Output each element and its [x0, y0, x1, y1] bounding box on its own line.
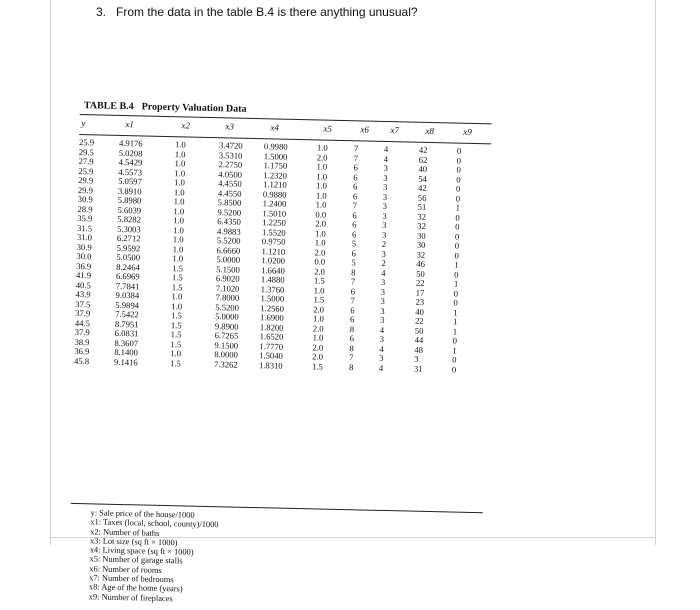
table-cell: 1.3760: [260, 283, 285, 295]
table-cell: 1.5520: [261, 226, 286, 238]
legend-item: x8: Age of the home (years): [88, 582, 183, 594]
table-cell: 5: [351, 257, 356, 268]
column-header: x3: [225, 121, 235, 132]
table-cell: 3: [382, 219, 387, 230]
table-cell: 1.0: [316, 170, 328, 182]
table-cell: 4.0500: [218, 168, 243, 180]
table-cell: 0.0: [314, 256, 326, 267]
table-cell: 42: [418, 144, 428, 155]
table-cell: 1.0: [170, 348, 182, 359]
table-cell: 1.0: [174, 148, 186, 159]
page-border-right: [655, 0, 656, 545]
table-cell: 6: [349, 333, 355, 344]
table-cell: 3: [380, 286, 386, 297]
table-cell: 4: [383, 143, 389, 155]
table-cell: 7.1020: [215, 282, 240, 294]
table-cell: 1.0: [313, 284, 325, 296]
table-cell: 1.2560: [260, 302, 285, 314]
table-cell: 8: [348, 361, 354, 372]
table-cell: 8.0000: [214, 349, 239, 360]
legend-item: y: Sale price of the house/1000: [90, 508, 195, 520]
table-cell: 0: [454, 269, 459, 280]
table-cell: 1.0: [312, 313, 324, 324]
table-cell: 1.5: [172, 262, 184, 273]
table-cell: 5.0500: [116, 251, 141, 263]
table-cell: 1.5: [169, 357, 181, 368]
table-cell: 7: [353, 143, 359, 154]
table-cell: 5.0000: [216, 254, 241, 265]
table-cell: 6: [353, 181, 358, 192]
table-cell: 1.5: [313, 275, 325, 286]
table-cell: 37.9: [74, 326, 90, 338]
table-cell: 1.8200: [259, 321, 284, 333]
table-cell: 3: [383, 162, 388, 174]
table-cell: 1.0: [312, 332, 324, 343]
table-cell: 6: [351, 247, 357, 258]
table-cell: 22: [414, 315, 424, 326]
legend-item: x1: Taxes (local, school, county)/1000: [90, 517, 219, 530]
table-cell: 7: [353, 152, 359, 163]
table-cell: 4: [383, 153, 389, 164]
table-cell: 1.6900: [260, 312, 284, 323]
table-cell: 36.9: [76, 260, 92, 271]
table-cell: 6: [352, 209, 357, 220]
table-cell: 6.6969: [115, 270, 140, 282]
table-cell: 3: [380, 276, 386, 287]
table-cell: 8: [349, 342, 354, 353]
table-cell: 1.2250: [262, 217, 287, 228]
table-cell: 4.5429: [118, 156, 143, 168]
table-cell: 4.9176: [118, 137, 143, 149]
table-cell: 0.9980: [263, 141, 288, 152]
legend-item: x9: Number of fireplaces: [88, 591, 173, 603]
table-cell: 46: [416, 258, 426, 269]
question-heading: [96, 5, 418, 19]
table-cell: 3.5310: [218, 149, 243, 161]
table-cell: 62: [418, 154, 428, 165]
table-cell: 1: [453, 278, 459, 289]
column-header: x2: [181, 120, 191, 131]
variable-legend: [89, 508, 219, 604]
table-cell: 8: [349, 323, 355, 334]
table-cell: 5.8980: [117, 194, 142, 206]
table-cell: 1.2400: [262, 198, 287, 209]
table-cell: 3: [379, 352, 384, 363]
table-cell: 1.1750: [263, 160, 288, 171]
table-cell: 2.0: [312, 341, 324, 353]
table-cell: 1.0: [174, 139, 186, 150]
table-cell: 30.9: [76, 241, 92, 252]
table-cell: 1.6640: [261, 264, 285, 276]
table-cell: 5.9592: [116, 242, 141, 253]
table-cell: 32: [417, 211, 427, 222]
table-cell: 1.0200: [261, 255, 286, 266]
table-cell: 5.0000: [215, 311, 239, 322]
table-cell: 1.0: [315, 189, 327, 201]
table-cell: 3: [382, 200, 388, 211]
table-cell: 7.5422: [115, 308, 139, 320]
table-cell: 8.7951: [114, 318, 139, 329]
table-cell: 1.8310: [258, 359, 283, 371]
table-cell: 3: [380, 295, 385, 306]
table-cell: 1.5: [170, 338, 182, 349]
table-cell: 40.5: [75, 279, 91, 290]
table-cell: 37.9: [75, 307, 91, 319]
table-cell: 1.5: [170, 319, 182, 330]
scanned-table-image: [70, 100, 500, 603]
table-cell: 1.7770: [259, 340, 284, 352]
table-cell: 6.7265: [214, 330, 239, 341]
table-cell: 4: [379, 324, 385, 335]
table-cell: 1: [452, 326, 458, 337]
table-cell: 0: [454, 240, 460, 251]
question-number: 3.: [96, 5, 107, 19]
table-cell: 3: [381, 229, 387, 240]
table-cell: 56: [417, 192, 427, 203]
table-cell: 0: [454, 231, 460, 242]
table-cell: 1.0: [173, 196, 185, 207]
table-cell: 5.1500: [216, 263, 240, 275]
table-cell: 1.0: [172, 224, 184, 235]
table-cell: 2.0: [312, 322, 324, 334]
table-cell: 23: [415, 296, 425, 307]
table-cell: 1.5010: [262, 207, 287, 219]
table-cell: 29.9: [78, 174, 94, 186]
table-cell: 29.5: [78, 146, 94, 157]
table-cell: 1.0: [316, 161, 328, 172]
table-cell: 32: [417, 220, 426, 231]
table-cell: 1.6520: [259, 331, 284, 342]
table-cell: 1.0: [174, 177, 186, 188]
column-header: x9: [463, 126, 472, 137]
table-cell: 5.0208: [118, 147, 143, 158]
table-cell: 9.1500: [214, 339, 239, 351]
table-cell: 40: [418, 163, 428, 174]
table-cell: 3: [380, 305, 385, 316]
table-cell: 31: [413, 363, 423, 374]
table-cell: 1.0: [314, 227, 326, 239]
table-cell: 3: [414, 353, 419, 364]
table-cell: 54: [418, 173, 428, 184]
column-header: x8: [425, 125, 435, 137]
table-cell: 25.9: [78, 136, 95, 148]
table-cell: 0: [453, 297, 458, 308]
table-cell: 6: [353, 171, 358, 182]
table-cell: 0: [455, 221, 460, 232]
table-cell: 36.9: [74, 345, 90, 357]
table-cell: 3: [381, 248, 387, 259]
table-cell: 1.0: [173, 215, 185, 226]
table-cell: 6: [352, 190, 358, 201]
table-cell: 6.6660: [216, 244, 241, 256]
table-cell: 0.9880: [262, 188, 287, 200]
table-cell: 2: [381, 257, 386, 268]
table-cell: 0: [455, 212, 460, 223]
table-cell: 1.5: [313, 294, 325, 305]
table-cell: 1.0: [172, 243, 184, 254]
table-cell: 35.9: [77, 212, 93, 224]
table-cell: 3: [382, 181, 388, 192]
table-cell: 4: [381, 267, 386, 278]
table-cell: 0: [455, 193, 461, 204]
legend-item: x6: Number of rooms: [89, 564, 162, 575]
table-cell: 1.5: [170, 329, 182, 340]
table-cell: 6: [350, 304, 355, 315]
table-cell: 0: [456, 164, 461, 175]
table-cell: 6.2712: [116, 232, 141, 244]
table-cell: 5.3003: [116, 223, 141, 234]
table-cell: 0: [453, 288, 459, 299]
table-cell: 1.0: [174, 167, 186, 178]
table-cell: 1.0: [172, 253, 184, 264]
table-cell: 1.1210: [263, 179, 287, 190]
table-cell: 1: [455, 202, 461, 213]
table-cell: 43.9: [75, 288, 91, 300]
table-cell: 7.7841: [115, 280, 140, 291]
table-cell: 0: [454, 250, 459, 261]
table-cell: 44.5: [74, 317, 91, 328]
table-cell: 6.9020: [215, 273, 240, 284]
column-header: x1: [125, 119, 135, 130]
table-cell: 0: [456, 174, 461, 185]
table-cell: 40: [415, 306, 425, 317]
table-cell: 1.5000: [260, 293, 285, 304]
table-cell: 50: [416, 268, 425, 279]
table-cell: 2.0: [314, 265, 326, 277]
table-cell: 5.6039: [117, 204, 142, 215]
table-cell: 1: [452, 316, 458, 327]
table-cell: 6: [352, 219, 357, 230]
table-cell: 4: [378, 362, 384, 373]
table-cell: 31.0: [76, 231, 93, 243]
table-cell: 2: [381, 238, 387, 249]
table-cell: 1.5: [171, 281, 183, 292]
table-cell: 1.4880: [260, 274, 285, 285]
table-cell: 27.9: [78, 155, 94, 167]
table-cell: 42: [417, 182, 427, 193]
table-cell: 29.9: [77, 184, 94, 195]
table-cell: 9.0384: [115, 289, 140, 301]
table-cell: 32: [416, 249, 426, 260]
table-cell: 44: [414, 334, 424, 345]
table-cell: 37.5: [75, 298, 91, 309]
table-title: [84, 100, 255, 115]
table-cell: 7: [349, 352, 354, 363]
table-cell: 9.5200: [217, 206, 242, 218]
table-cell: 4.4550: [217, 187, 242, 199]
table-cell: 1.0: [314, 237, 326, 248]
table-cell: 2.0: [314, 246, 326, 258]
table-cell: 1.0: [174, 158, 186, 169]
table-cell: 3.8910: [117, 185, 142, 196]
table-cell: 7.3262: [213, 358, 238, 370]
table-cell: 0: [451, 364, 457, 375]
question-text: From the data in the table B.4 is there anything unusual?: [116, 5, 418, 19]
legend-item: x2: Number of baths: [90, 526, 160, 538]
legend-item: x4: Living space (sq ft × 1000): [89, 545, 194, 557]
legend-item: x5: Number of garage stalls: [89, 554, 183, 566]
table-cell: 1.0: [171, 291, 183, 302]
table-cell: 3.4720: [218, 140, 243, 151]
table-cell: 7.8000: [215, 292, 240, 303]
table-cell: 3: [382, 210, 387, 221]
table-cell: 3: [379, 333, 385, 344]
table-cell: 1.0: [315, 199, 327, 210]
table-cell: 0: [455, 183, 461, 194]
table-cell: 6: [353, 162, 358, 173]
table-cell: 25.9: [78, 165, 94, 176]
table-cell: 2.0: [313, 303, 325, 315]
table-cell: 50: [414, 325, 424, 336]
table-cell: 1.5: [311, 360, 323, 372]
table-cell: 48: [414, 344, 424, 355]
table-cell: 0: [456, 145, 462, 156]
table-cell: 28.9: [77, 203, 93, 214]
table-label: TABLE B.4: [83, 100, 134, 113]
legend-item: x3: Lot size (sq ft × 1000): [89, 536, 178, 548]
table-cell: 6: [349, 314, 355, 325]
table-cell: 4: [379, 343, 384, 354]
legend-item: x7: Number of bedrooms: [89, 573, 174, 585]
table-cell: 5.9894: [115, 299, 140, 310]
table-cell: 7: [350, 295, 355, 306]
table-cell: 38.9: [74, 336, 90, 347]
table-cell: 1.0: [316, 180, 327, 191]
table-cell: 1.5000: [263, 150, 288, 162]
page-border-left: [50, 0, 51, 545]
table-cell: 0: [452, 335, 458, 346]
column-header: x4: [270, 122, 280, 133]
table-cell: 1: [453, 307, 458, 318]
table-cell: 8: [351, 266, 356, 277]
table-cell: 0.0: [315, 208, 327, 220]
table-cell: 7: [352, 200, 358, 211]
table-cell: 5.5200: [215, 301, 240, 313]
table-cell: 1.0: [171, 300, 183, 311]
table-cell: 6: [351, 228, 357, 239]
table-cell: 45.8: [73, 355, 90, 366]
table-cell: 1.0: [172, 234, 184, 245]
table-cell: 1: [452, 345, 457, 356]
table-cell: 5: [351, 238, 357, 249]
table-cell: 30.9: [77, 193, 93, 205]
table-cell: 2.0: [312, 351, 324, 362]
column-header: x5: [323, 123, 333, 134]
table-cell: 9.1416: [113, 356, 138, 367]
table-cell: 41.9: [75, 269, 92, 281]
table-cell: 1: [454, 259, 459, 270]
table-cell: 4.5573: [118, 166, 143, 177]
table-cell: 5.0597: [118, 175, 142, 187]
table-cell: 0: [456, 155, 462, 166]
table-cell: 2.0: [315, 218, 327, 229]
table-cell: 1.0: [173, 205, 185, 216]
table-cell: 4.9883: [216, 225, 241, 237]
column-header: x6: [360, 124, 370, 135]
table-cell: 30: [416, 230, 426, 241]
table-cell: 2.2750: [218, 159, 243, 170]
table-cell: 1.5: [171, 310, 183, 321]
table-cell: 2.0: [316, 151, 328, 163]
table-cell: 3: [379, 314, 385, 325]
table-cell: 1.5: [171, 272, 183, 283]
table-cell: 22: [415, 277, 425, 288]
table-cell: 1.5040: [259, 350, 284, 361]
table-cell: 8.1400: [114, 346, 139, 358]
table-caption: Property Valuation Data: [141, 101, 247, 115]
table-cell: 4.4550: [218, 178, 242, 189]
table-cell: 8.3607: [114, 337, 139, 348]
table-cell: 30: [416, 239, 426, 250]
table-cell: 17: [415, 287, 425, 298]
table-cell: 31.5: [76, 222, 93, 233]
table-cell: 1.0: [316, 142, 328, 153]
table-cell: 1.1210: [261, 245, 286, 257]
table-cell: 30.0: [76, 250, 92, 262]
table-cell: 3: [382, 191, 388, 202]
table-cell: 9.8900: [214, 320, 239, 332]
table-cell: 5.8282: [117, 213, 142, 225]
table-cell: 1.0: [173, 186, 185, 197]
table-cell: 6.0831: [114, 327, 139, 339]
table-cell: 0.9750: [261, 236, 286, 247]
table-cell: 6.4350: [217, 216, 242, 227]
table-cell: 0: [452, 354, 457, 365]
table-cell: 3: [383, 172, 388, 183]
table-body: [74, 138, 491, 375]
table-cell: 8.2464: [116, 261, 140, 272]
table-cell: 7: [350, 276, 356, 287]
column-header: x7: [390, 125, 400, 136]
table-cell: 5.5200: [216, 235, 241, 246]
column-header: y: [81, 118, 86, 129]
table-cell: 5.8500: [217, 197, 242, 208]
table-cell: 6: [350, 285, 356, 296]
table-cell: 51: [417, 201, 427, 212]
table-cell: 1.2320: [263, 169, 288, 181]
